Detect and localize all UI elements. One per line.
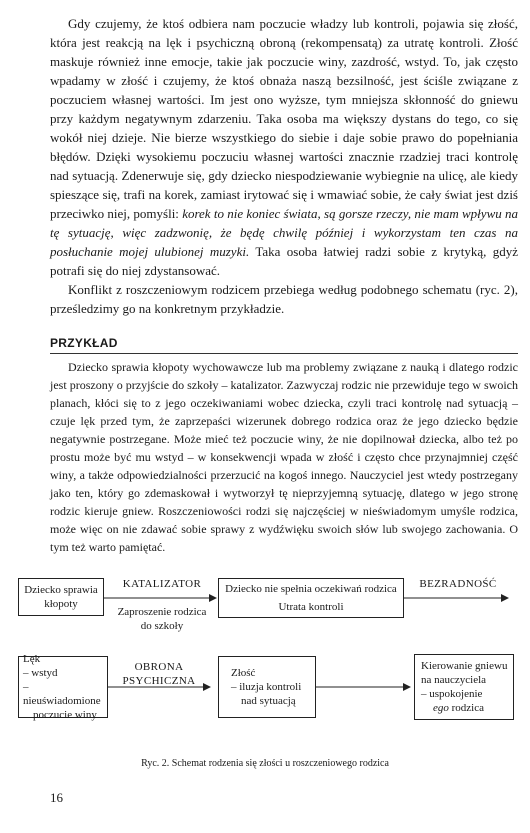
label-zaproszenie: Zaproszenie rodzica do szkoły xyxy=(117,606,207,632)
page-number: 16 xyxy=(50,790,63,805)
example-heading: PRZYKŁAD xyxy=(50,336,518,354)
box-dziecko-sprawia: Dziecko sprawia kłopoty xyxy=(18,578,104,616)
label-katalizator: KATALIZATOR xyxy=(122,578,202,590)
figure-caption: Ryc. 2. Schemat rodzenia się złości u roszczeniowego rodzica xyxy=(141,758,389,769)
intro-italic-quote: korek to nie koniec świata, są gorsze rzeczy, nie mam wpływu na tę sytuację, więc zadzwonię, że będę chwilę później i wykorzystam ten czas na posłuchanie mojej ulubionej muzyki. xyxy=(50,206,518,259)
intro-paragraph-2: Konflikt z roszczeniowym rodzicem przebiega według podobnego schematu (ryc. 2), prześledzimy go na konkretnym przykładzie. xyxy=(50,282,518,316)
box-oczekiwania: Dziecko nie spełnia oczekiwań rodzica Utrata kontroli xyxy=(218,578,404,618)
box-kierowanie-gniewu: Kierowanie gniewu na nauczyciela – uspokojenie ego rodzica xyxy=(414,654,514,720)
box-zlosc: Złość – iluzja kontroli nad sytuacją xyxy=(218,656,316,718)
intro-paragraph-1: Gdy czujemy, że ktoś odbiera nam poczucie władzy lub kontroli, pojawia się złość, która jest reakcją na lęk i psychiczną obroną (rekompensatą) za utratę kontroli. Złość maskuje również inne emocje, takie jak poczucie winy, zazdrość, wstyd. To, jak często wpadamy w złość i czujemy, że ktoś obnaża naszą bezsilność, jest ściśle związane z poczuciem własnej wartości. Im jest ono wyższe, tym mniejsza skłonność do gniewu przy każdym negatywnym zdarzeniu. Taka osoba ma większy dystans do tego, co się wokół niej dzieje. Nie bierze wszystkiego do siebie i daje sobie prawo do popełniania błędów. Dzięki wysokiemu poczuciu własnej wartości znacznie rzadziej traci kontrolę nad sytuacją. Zdenerwuje się, gdy dziecko niespodziewanie wybiegnie na ulicę, ale kiedy spieszące się, trafi na korek, zamiast irytować się i wmawiać sobie, że cały świat jest dziś przeciwko niej, pomyśli: korek to nie koniec świata, są gorsze rzeczy, nie mam wpływu na tę sytuację, więc zadzwonię, że będę chwilę później i wykorzystam ten czas na posłuchanie mojej ulubionej muzyki. Taka osoba łatwiej radzi sobie z krytyką, gdyż potrafi się do niej zdystansować. xyxy=(50,16,518,278)
label-obrona: OBRONA PSYCHICZNA xyxy=(122,661,196,687)
label-bezradnosc: BEZRADNOŚĆ xyxy=(419,578,497,590)
example-body: Dziecko sprawia kłopoty wychowawcze lub ma problemy związane z nauką i dlatego rodzic jest proszony o przyjście do szkoły – katalizator. Zazwyczaj rodzic nie przewiduje tego w swoich planach, kłóci się to z jego oczekiwaniami wobec dziecka, czyli traci kontrolę nad sytuacją – czuje lęk przed tym, że zaprzepaści wizerunek dobrego rodzica oraz że jego dziecko będzie negatywnie postrzegane. Może mieć też poczucie winy, że nie dopilnował dziecka, albo też po prostu może być mu wstyd – w konsekwencji wpada w złość i często chce przynajmniej część winy, a także odpowiedzialności przerzucić na kogoś innego. Nauczyciel jest wtedy postrzegany jako ten, który go zdemaskował i wytworzył tę nieprzyjemną sytuację, dlatego w jego stronę rodzic kieruje gniew. Roszczeniowości rodzi się najczęściej w nieświadomym umyśle rodzica, może więc on nie zdawać sobie sprawy z wydźwięku swoich słów lub swojego zachowania. O tym też warto pamiętać. xyxy=(50,360,518,554)
box-lek: Lęk – wstyd – nieuświadomione poczucie winy xyxy=(18,656,108,718)
